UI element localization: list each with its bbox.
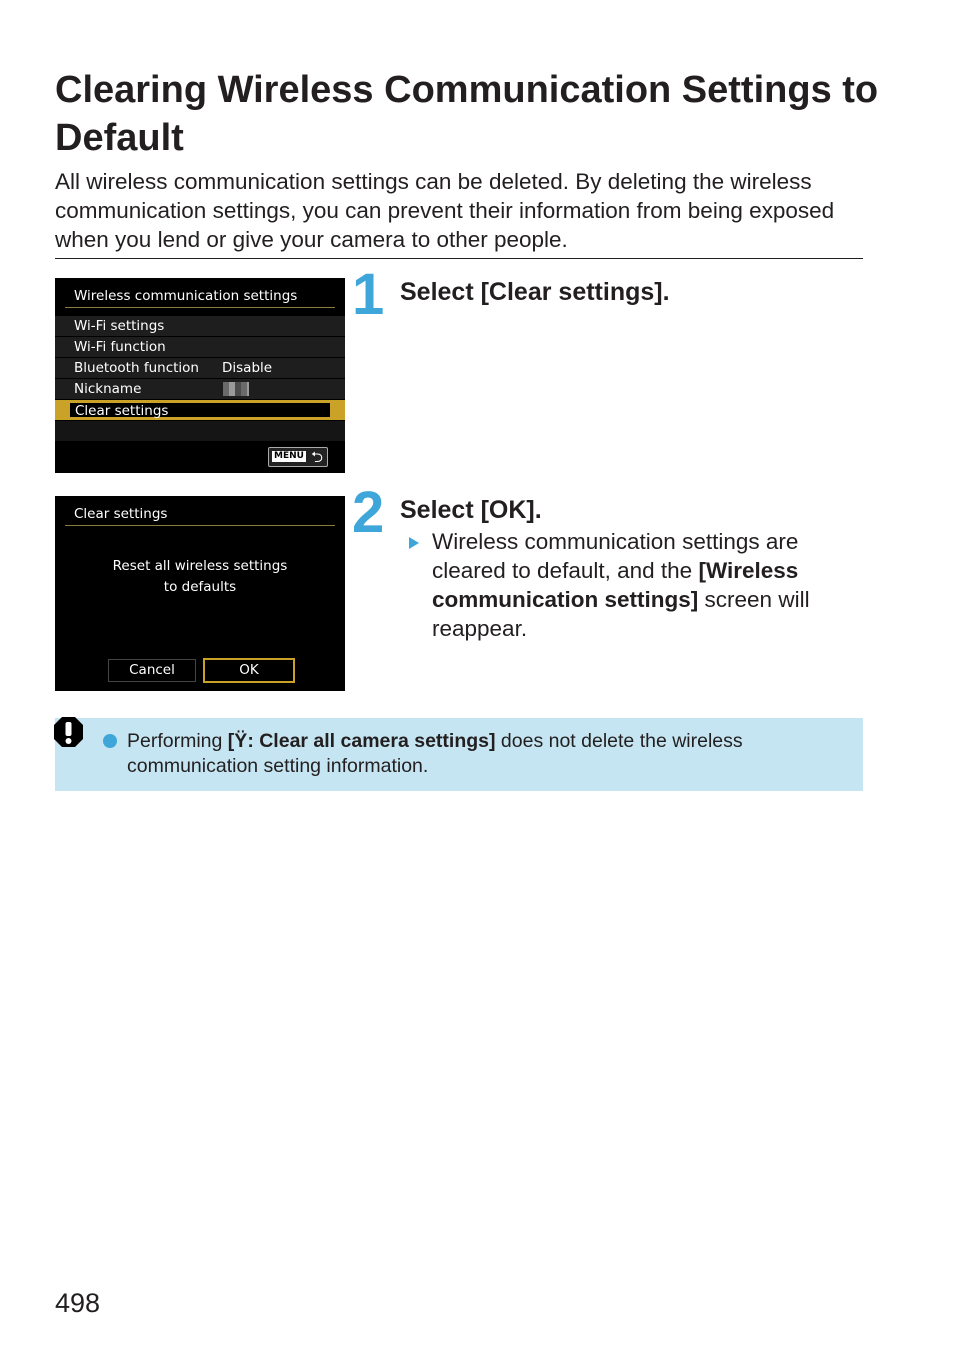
note-bracket: [ <box>227 730 235 752</box>
dialog-message-line: Reset all wireless settings <box>112 558 288 574</box>
page-title: Clearing Wireless Communication Settings to Default <box>55 69 879 159</box>
menu-item-nickname[interactable] <box>55 379 345 399</box>
result-text: screen will reappear. <box>432 587 810 641</box>
menu-item-label: Clear settings <box>75 403 169 419</box>
intro-paragraph: All wireless communication settings can be deleted. By deleting the wireless communication settings, you can prevent their information from being exposed when you lend or give your camera to other people. <box>55 169 835 252</box>
page-number: 498 <box>55 1288 101 1318</box>
ok-button[interactable]: OK <box>203 658 295 683</box>
step-1-heading: Select [Clear settings]. <box>400 278 670 306</box>
dialog-message <box>55 556 345 598</box>
menu-item-value: Disable <box>222 360 273 376</box>
cancel-button[interactable]: Cancel <box>108 659 196 682</box>
menu-item-label: Bluetooth function <box>74 360 199 376</box>
step-number-2: 2 <box>352 480 385 545</box>
menu-item-label: Nickname <box>74 381 142 397</box>
menu-item-bluetooth-function[interactable] <box>55 358 345 378</box>
camera-screen-clear-settings <box>55 496 345 691</box>
menu-item-wifi-function[interactable] <box>55 337 345 357</box>
menu-item-label: Wi-Fi function <box>74 339 166 355</box>
return-arrow-icon: ⮌ <box>311 448 324 466</box>
screen-title: Clear settings <box>74 506 168 522</box>
note-menu-name: : Clear all camera settings] <box>247 730 496 752</box>
menu-item-clear-settings[interactable] <box>55 400 345 420</box>
menu-key-icon: MENU <box>274 451 304 461</box>
result-arrow-icon <box>409 537 419 549</box>
dialog-message-line: to defaults <box>163 579 237 595</box>
bullet-icon <box>103 734 117 748</box>
title-underline <box>65 525 335 526</box>
result-screen-name: [Wireless communication settings] <box>432 558 799 612</box>
menu-item-empty <box>55 421 345 441</box>
title-underline <box>65 307 335 308</box>
caution-icon <box>53 716 84 748</box>
section-divider <box>55 258 863 259</box>
menu-return-button[interactable] <box>268 447 328 467</box>
note-text: Performing <box>127 730 228 752</box>
menu-item-wifi-settings[interactable] <box>55 316 345 336</box>
screen-title: Wireless communication settings <box>74 288 298 304</box>
note-text: does not delete the wireless communication setting information. <box>127 730 743 777</box>
step-2-result <box>432 527 852 643</box>
selection-highlight <box>69 402 331 418</box>
camera-screen-wireless-settings <box>55 278 345 473</box>
nickname-blurred-value <box>223 382 249 396</box>
step-2-heading: Select [OK]. <box>400 496 542 524</box>
caution-note-text <box>127 729 827 779</box>
menu-item-label: Wi-Fi settings <box>74 318 165 334</box>
setup-tool-icon: Ÿ <box>234 730 248 752</box>
result-text: Wireless communication settings are cleared to default, and the <box>432 529 799 583</box>
step-number-1: 1 <box>352 262 385 327</box>
